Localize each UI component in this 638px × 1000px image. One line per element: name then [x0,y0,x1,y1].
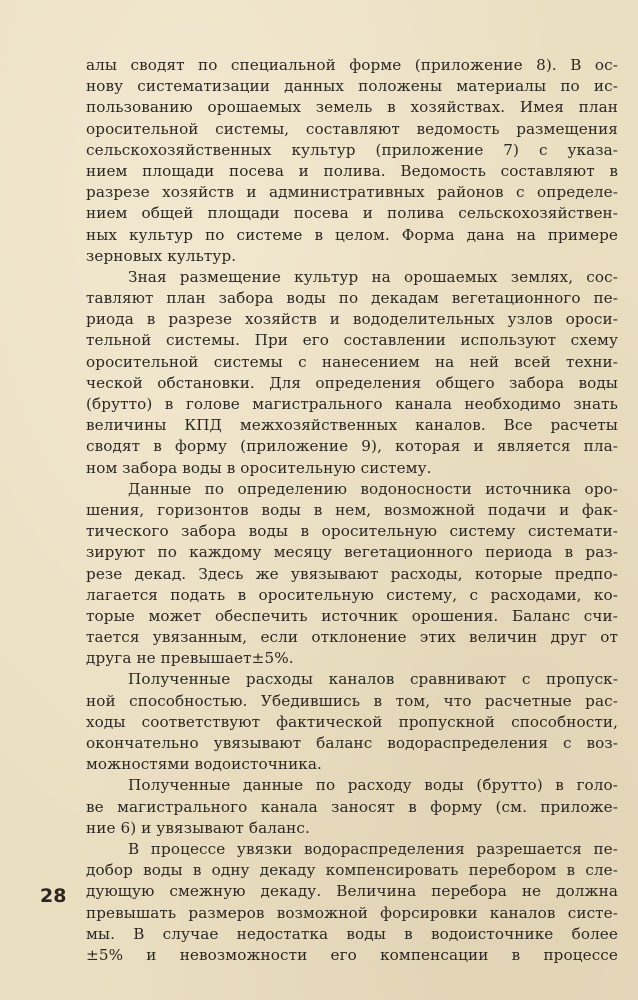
text-line: ние 6) и увязывают баланс. [86,818,310,837]
body-text [86,55,618,966]
text-line: дующую смежную декаду. Величина перебора не должна [86,882,618,901]
text-line: ческой обстановки. Для определения общего забора воды [86,373,618,392]
text-line: торые может обеспечить источник орошения. Баланс счи- [86,606,618,625]
text-line: нием площади посева и полива. Ведомость составляют в [86,161,618,180]
text-line: оросительной системы, составляют ведомость размещения [86,119,618,138]
page-number: 28 [40,885,67,907]
text-line: ном забора воды в оросительную систему. [86,458,432,477]
paragraph-start-line: Зная размещение культур на орошаемых землях, сос- [128,267,618,286]
text-line: ной способностью. Убедившись в том, что расчетные рас- [86,691,618,710]
paragraph-start-line: Полученные данные по расходу воды (брутто) в голо- [128,776,618,795]
text-line: превышать размеров возможной форсировки каналов систе- [86,903,618,922]
paragraph-start-line: В процессе увязки водораспределения разрешается пе- [128,839,618,858]
text-line: можностями водоисточника. [86,755,322,774]
text-line: мы. В случае недостатка воды в водоисточнике более [86,924,618,943]
text-line: ±5% и невозможности его компенсации в процессе [86,945,618,964]
text-line: тического забора воды в оросительную систему системати- [86,522,618,541]
text-line: зируют по каждому месяцу вегетационного периода в раз- [86,543,618,562]
paragraph-start-line: Полученные расходы каналов сравнивают с пропуск- [128,670,618,689]
text-line: пользованию орошаемых земель в хозяйствах. Имея план [86,98,618,117]
text-line: риода в разрезе хозяйств и вододелительных узлов ороси- [86,310,618,329]
text-line: оросительной системы с нанесением на ней всей техни- [86,352,618,371]
text-line: ве магистрального канала заносят в форму (см. приложе- [86,797,618,816]
text-line: нием общей площади посева и полива сельскохозяйствен- [86,204,618,223]
text-line: алы сводят по специальной форме (приложение 8). В ос- [86,56,618,74]
text-line: добор воды в одну декаду компенсировать перебором в сле- [86,861,618,880]
text-line: шения, горизонтов воды в нем, возможной подачи и фак- [86,500,618,519]
text-line: тельной системы. При его составлении используют схему [86,331,618,350]
text-line: окончательно увязывают баланс водораспределения с воз- [86,734,618,752]
text-line: величины КПД межхозяйственных каналов. Все расчеты [86,416,618,435]
text-line: ных культур по системе в целом. Форма дана на примере [86,225,618,244]
text-line: (брутто) в голове магистрального канала необходимо знать [86,395,618,413]
text-line: ходы соответствуют фактической пропускной способности, [86,712,618,731]
text-line: лагается подать в оросительную систему, с расходами, ко- [86,585,618,604]
text-line: тавляют план забора воды по декадам вегетационного пе- [86,289,618,308]
text-line: сельскохозяйственных культур (приложение 7) с указа- [86,140,618,159]
text-line: зерновых культур. [86,246,237,265]
paragraph-start-line: Данные по определению водоносности источника оро- [128,479,618,498]
text-line: друга не превышает±5%. [86,649,294,668]
text-line: тается увязанным, если отклонение этих величин друг от [86,628,618,647]
text-line: разрезе хозяйств и административных районов с определе- [86,183,618,202]
text-line: сводят в форму (приложение 9), которая и является пла- [86,437,618,456]
text-line: резе декад. Здесь же увязывают расходы, которые предпо- [86,564,618,583]
text-line: нову систематизации данных положены материалы по ис- [86,77,618,96]
